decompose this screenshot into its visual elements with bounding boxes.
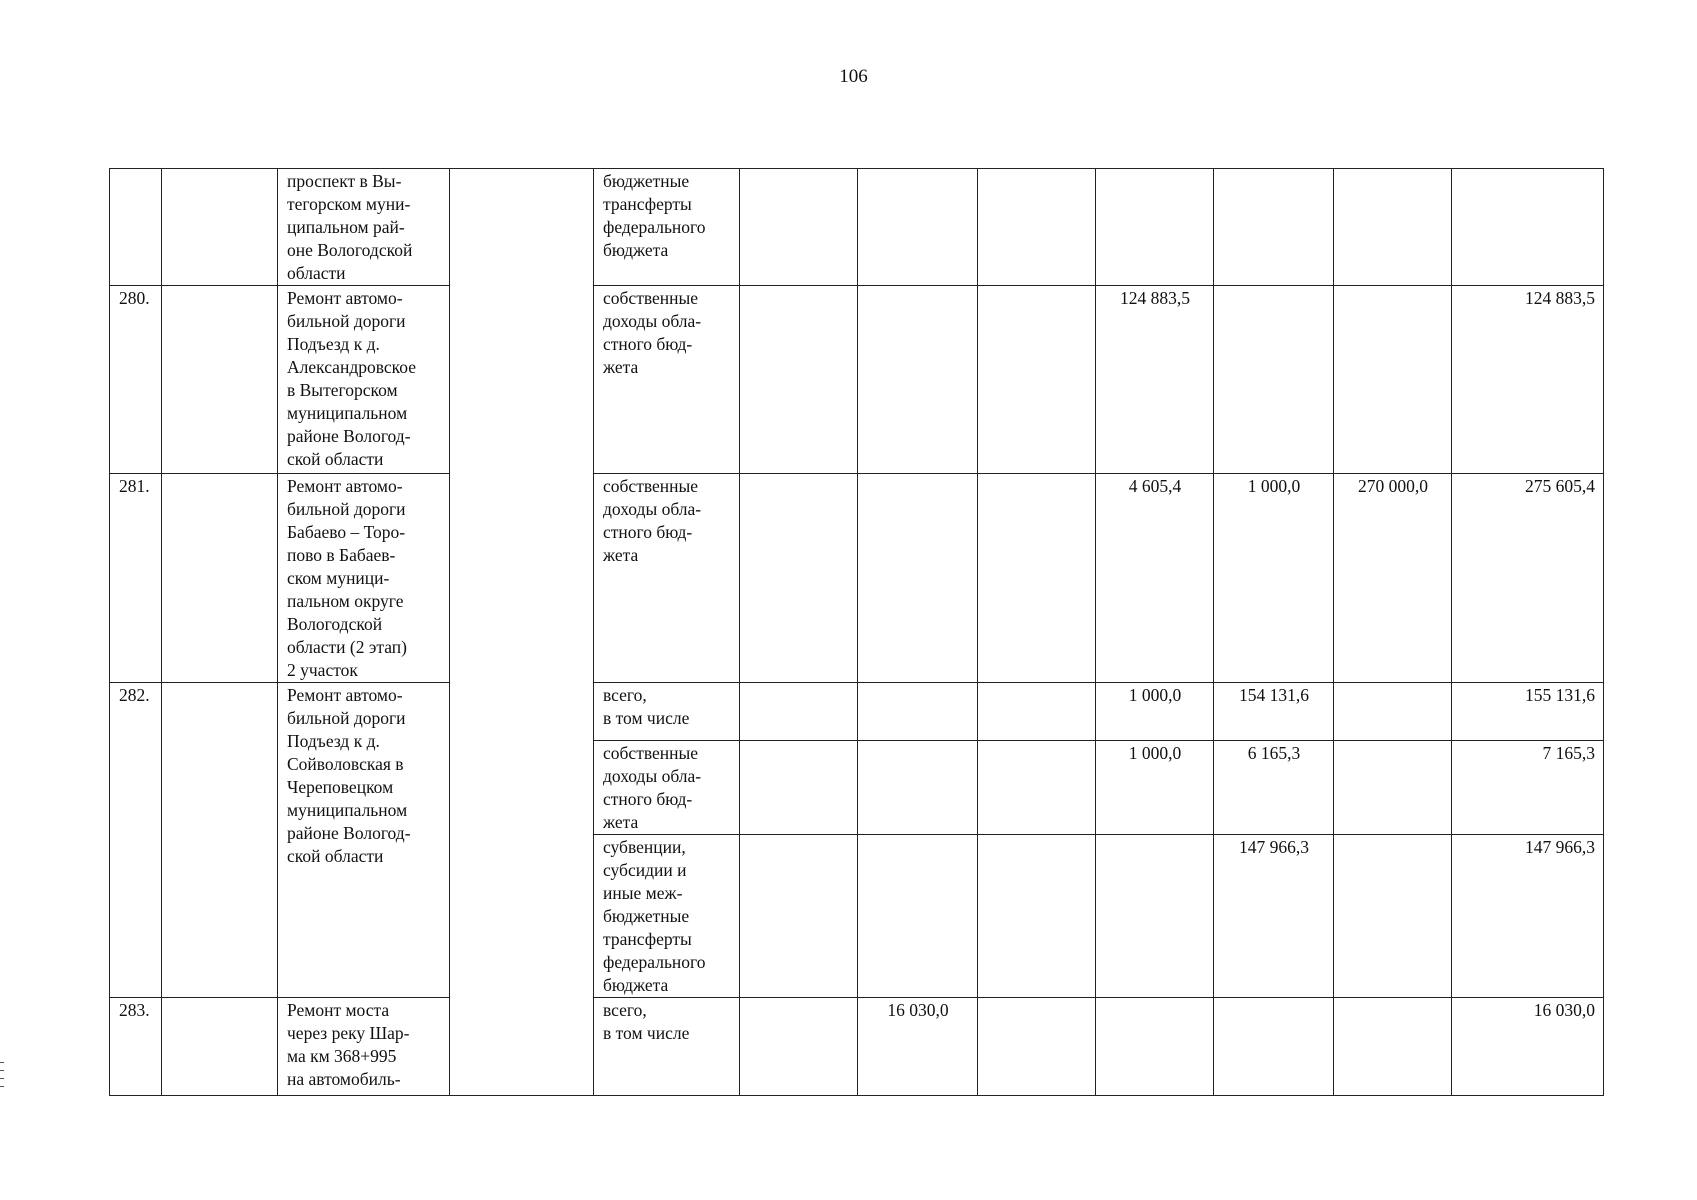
amount-cell-c3 — [978, 835, 1096, 998]
amount-cell-c6 — [1334, 998, 1452, 1096]
funding-source-cell: всего, в том числе — [594, 998, 740, 1096]
amount-cell-c1 — [740, 741, 858, 835]
amount-cell-c2: 16 030,0 — [858, 998, 978, 1096]
row-code-cell — [162, 474, 278, 683]
amount-cell-c3 — [978, 474, 1096, 683]
amount-cell-c3 — [978, 286, 1096, 474]
table-row — [110, 683, 1604, 741]
amount-cell-c4 — [1096, 835, 1214, 998]
funding-source-cell: всего, в том числе — [594, 683, 740, 741]
amount-cell-c5 — [1214, 286, 1334, 474]
object-name-cell: Ремонт автомо- бильной дороги Подъезд к д. Александровское в Вытегорском муниципальном районе Вологод- ской области — [278, 286, 450, 474]
amount-cell — [1334, 169, 1452, 286]
amount-cell-c2 — [858, 835, 978, 998]
amount-cell-c4: 4 605,4 — [1096, 474, 1214, 683]
total-amount-cell: 16 030,0 — [1452, 998, 1604, 1096]
binding-marks — [0, 1062, 4, 1098]
amount-cell-c1 — [740, 683, 858, 741]
funding-source-cell: собственные доходы обла- стного бюд- жета — [594, 741, 740, 835]
amount-cell-c4: 124 883,5 — [1096, 286, 1214, 474]
table-row — [110, 474, 1604, 683]
amount-cell-c6 — [1334, 286, 1452, 474]
funding-source-cell: собственные доходы обла- стного бюд- жета — [594, 286, 740, 474]
table-body — [110, 169, 1604, 1096]
row-index-cell: 282. — [110, 683, 162, 998]
amount-cell-c5: 147 966,3 — [1214, 835, 1334, 998]
total-amount-cell: 147 966,3 — [1452, 835, 1604, 998]
object-name-cell: проспект в Вы- тегорском муни- ципальном рай- оне Вологодской области — [278, 169, 450, 286]
total-amount-cell: 7 165,3 — [1452, 741, 1604, 835]
amount-cell-c1 — [740, 286, 858, 474]
row-code-cell — [162, 683, 278, 998]
row-code-cell — [162, 998, 278, 1096]
total-amount-cell: 275 605,4 — [1452, 474, 1604, 683]
amount-cell-c4: 1 000,0 — [1096, 683, 1214, 741]
amount-cell-c2 — [858, 286, 978, 474]
amount-cell-c1 — [740, 474, 858, 683]
amount-cell-c1 — [740, 998, 858, 1096]
amount-cell-c5: 6 165,3 — [1214, 741, 1334, 835]
funding-source-cell: бюджетные трансферты федерального бюджета — [594, 169, 740, 286]
amount-cell-c2 — [858, 683, 978, 741]
amount-cell-c3 — [978, 741, 1096, 835]
row-index-cell — [110, 169, 162, 286]
amount-cell — [1096, 169, 1214, 286]
amount-cell-c6 — [1334, 741, 1452, 835]
amount-cell — [1452, 169, 1604, 286]
amount-cell-c6 — [1334, 683, 1452, 741]
amount-cell-c3 — [978, 683, 1096, 741]
amount-cell — [1214, 169, 1334, 286]
amount-cell-c4: 1 000,0 — [1096, 741, 1214, 835]
responsible-cell — [450, 169, 594, 1096]
amount-cell-c5: 1 000,0 — [1214, 474, 1334, 683]
table-row — [110, 169, 1604, 286]
amount-cell — [740, 169, 858, 286]
amount-cell-c5: 154 131,6 — [1214, 683, 1334, 741]
total-amount-cell: 155 131,6 — [1452, 683, 1604, 741]
amount-cell-c4 — [1096, 998, 1214, 1096]
amount-cell-c6 — [1334, 835, 1452, 998]
object-name-cell: Ремонт автомо- бильной дороги Подъезд к д. Сойволовская в Череповецком муниципальном районе Вологод- ской области — [278, 683, 450, 998]
table-row — [110, 998, 1604, 1096]
object-name-cell: Ремонт моста через реку Шар- ма км 368+995 на автомобиль- — [278, 998, 450, 1096]
row-index-cell: 280. — [110, 286, 162, 474]
funding-source-cell: субвенции, субсидии и иные меж- бюджетные трансферты федерального бюджета — [594, 835, 740, 998]
object-name-cell: Ремонт автомо- бильной дороги Бабаево – Торо- пово в Бабаев- ском муници- пальном округе Вологодской области (2 этап) 2 участок — [278, 474, 450, 683]
amount-cell-c2 — [858, 474, 978, 683]
amount-cell-c3 — [978, 998, 1096, 1096]
table-row — [110, 286, 1604, 474]
budget-table — [109, 168, 1604, 1096]
amount-cell-c5 — [1214, 998, 1334, 1096]
amount-cell — [978, 169, 1096, 286]
amount-cell-c6: 270 000,0 — [1334, 474, 1452, 683]
total-amount-cell: 124 883,5 — [1452, 286, 1604, 474]
amount-cell-c1 — [740, 835, 858, 998]
row-code-cell — [162, 169, 278, 286]
funding-source-cell: собственные доходы обла- стного бюд- жета — [594, 474, 740, 683]
row-index-cell: 283. — [110, 998, 162, 1096]
row-index-cell: 281. — [110, 474, 162, 683]
amount-cell — [858, 169, 978, 286]
amount-cell-c2 — [858, 741, 978, 835]
page-number: 106 — [839, 66, 868, 87]
row-code-cell — [162, 286, 278, 474]
